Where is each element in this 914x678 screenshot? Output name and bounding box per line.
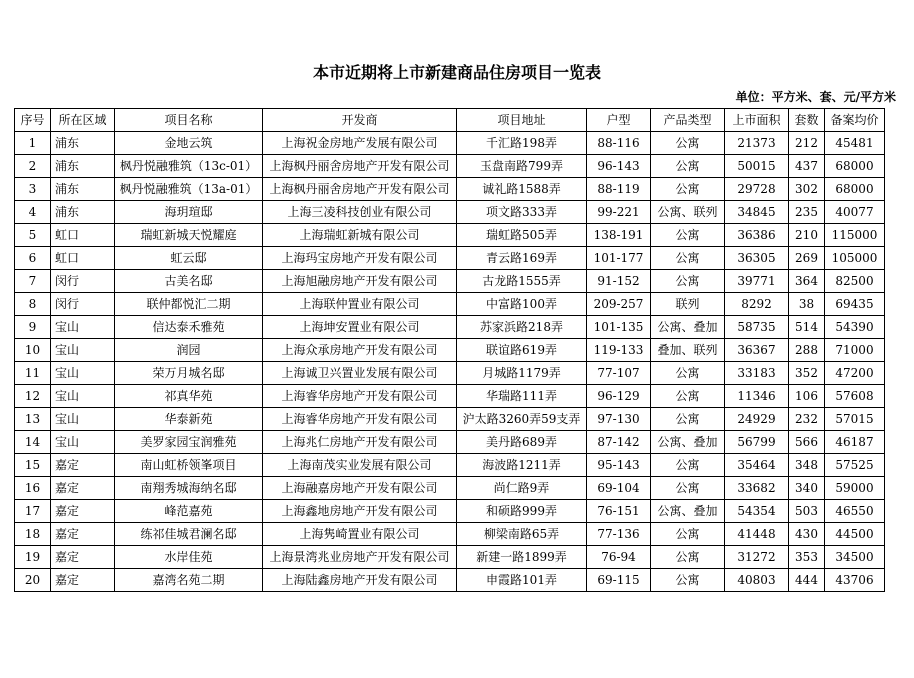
col-area-cell: 39771	[725, 270, 789, 293]
col-address-cell: 新建一路1899弄	[457, 546, 587, 569]
col-price-cell: 71000	[825, 339, 885, 362]
col-price-cell: 46187	[825, 431, 885, 454]
col-project-name-cell: 华泰新苑	[115, 408, 263, 431]
col-developer-cell: 上海鑫地房地产开发有限公司	[263, 500, 457, 523]
col-product-type-cell: 公寓	[651, 247, 725, 270]
col-project-name-cell: 枫丹悦融雅筑（13c-01）	[115, 155, 263, 178]
col-developer-cell: 上海隽崎置业有限公司	[263, 523, 457, 546]
col-district-cell: 闵行	[51, 270, 115, 293]
col-seq-cell: 11	[15, 362, 51, 385]
col-address-cell: 海波路1211弄	[457, 454, 587, 477]
col-developer-cell: 上海枫丹丽舍房地产开发有限公司	[263, 178, 457, 201]
col-district-cell: 宝山	[51, 316, 115, 339]
col-product-type-cell: 公寓	[651, 178, 725, 201]
col-developer-cell: 上海祝金房地产发展有限公司	[263, 132, 457, 155]
col-units-cell: 302	[789, 178, 825, 201]
col-address-cell: 瑞虹路505弄	[457, 224, 587, 247]
col-area-cell: 33183	[725, 362, 789, 385]
col-price-cell: 54390	[825, 316, 885, 339]
col-district-cell: 宝山	[51, 362, 115, 385]
col-seq-cell: 14	[15, 431, 51, 454]
col-product-type-cell: 公寓	[651, 569, 725, 592]
col-project-name-cell: 峰范嘉苑	[115, 500, 263, 523]
col-units-cell: 566	[789, 431, 825, 454]
table-row	[15, 293, 885, 316]
col-units-cell: 269	[789, 247, 825, 270]
col-area-header: 上市面积	[725, 109, 789, 132]
col-address-header: 项目地址	[457, 109, 587, 132]
col-price-cell: 45481	[825, 132, 885, 155]
col-unit-type-cell: 77-107	[587, 362, 651, 385]
page-title: 本市近期将上市新建商品住房项目一览表	[312, 63, 601, 82]
col-project-name-cell: 南山虹桥领峯项目	[115, 454, 263, 477]
col-units-cell: 210	[789, 224, 825, 247]
table-row	[15, 132, 885, 155]
col-seq-cell: 18	[15, 523, 51, 546]
col-district-header: 所在区域	[51, 109, 115, 132]
col-unit-type-cell: 77-136	[587, 523, 651, 546]
table-row	[15, 270, 885, 293]
col-seq-cell: 1	[15, 132, 51, 155]
col-project-name-cell: 海玥瑄邸	[115, 201, 263, 224]
col-units-cell: 352	[789, 362, 825, 385]
col-product-type-cell: 公寓	[651, 454, 725, 477]
col-project-name-cell: 联仲都悦汇二期	[115, 293, 263, 316]
col-price-cell: 40077	[825, 201, 885, 224]
col-product-type-cell: 公寓	[651, 523, 725, 546]
col-address-cell: 尚仁路9弄	[457, 477, 587, 500]
col-developer-cell: 上海玛宝房地产开发有限公司	[263, 247, 457, 270]
table-row	[15, 316, 885, 339]
col-developer-cell: 上海景湾兆业房地产开发有限公司	[263, 546, 457, 569]
col-seq-cell: 5	[15, 224, 51, 247]
col-project-name-cell: 祁真华苑	[115, 385, 263, 408]
col-area-cell: 58735	[725, 316, 789, 339]
col-price-cell: 34500	[825, 546, 885, 569]
col-unit-type-cell: 96-143	[587, 155, 651, 178]
col-address-cell: 项文路333弄	[457, 201, 587, 224]
col-product-type-cell: 公寓	[651, 408, 725, 431]
col-seq-cell: 7	[15, 270, 51, 293]
table-row	[15, 454, 885, 477]
col-price-cell: 115000	[825, 224, 885, 247]
col-seq-cell: 19	[15, 546, 51, 569]
col-address-cell: 青云路169弄	[457, 247, 587, 270]
col-district-cell: 虹口	[51, 224, 115, 247]
col-units-cell: 340	[789, 477, 825, 500]
table-row	[15, 224, 885, 247]
col-area-cell: 31272	[725, 546, 789, 569]
col-unit-type-cell: 76-94	[587, 546, 651, 569]
col-district-cell: 宝山	[51, 385, 115, 408]
col-developer-cell: 上海融嘉房地产开发有限公司	[263, 477, 457, 500]
col-units-cell: 364	[789, 270, 825, 293]
table-row	[15, 385, 885, 408]
col-address-cell: 千汇路198弄	[457, 132, 587, 155]
col-unit-type-cell: 209-257	[587, 293, 651, 316]
col-area-cell: 36367	[725, 339, 789, 362]
col-product-type-cell: 公寓	[651, 546, 725, 569]
col-developer-cell: 上海旭融房地产开发有限公司	[263, 270, 457, 293]
col-price-cell: 82500	[825, 270, 885, 293]
col-district-cell: 浦东	[51, 155, 115, 178]
col-seq-cell: 17	[15, 500, 51, 523]
col-product-type-cell: 公寓	[651, 270, 725, 293]
col-price-cell: 105000	[825, 247, 885, 270]
col-area-cell: 11346	[725, 385, 789, 408]
col-developer-cell: 上海诚卫兴置业发展有限公司	[263, 362, 457, 385]
col-unit-type-cell: 88-119	[587, 178, 651, 201]
table-row	[15, 523, 885, 546]
col-district-cell: 虹口	[51, 247, 115, 270]
col-seq-cell: 15	[15, 454, 51, 477]
col-unit-type-cell: 91-152	[587, 270, 651, 293]
col-unit-type-cell: 119-133	[587, 339, 651, 362]
col-product-type-cell: 公寓	[651, 385, 725, 408]
col-seq-cell: 16	[15, 477, 51, 500]
col-seq-cell: 9	[15, 316, 51, 339]
col-product-type-cell: 公寓	[651, 477, 725, 500]
col-seq-cell: 6	[15, 247, 51, 270]
col-district-cell: 嘉定	[51, 454, 115, 477]
col-product-type-cell: 公寓	[651, 224, 725, 247]
col-units-cell: 437	[789, 155, 825, 178]
col-developer-header: 开发商	[263, 109, 457, 132]
col-developer-cell: 上海众承房地产开发有限公司	[263, 339, 457, 362]
col-seq-cell: 20	[15, 569, 51, 592]
col-units-header: 套数	[789, 109, 825, 132]
col-product-type-cell: 公寓	[651, 155, 725, 178]
col-address-cell: 苏家浜路218弄	[457, 316, 587, 339]
table-row	[15, 339, 885, 362]
col-price-cell: 68000	[825, 155, 885, 178]
col-price-cell: 44500	[825, 523, 885, 546]
col-unit-type-cell: 96-129	[587, 385, 651, 408]
col-units-cell: 353	[789, 546, 825, 569]
col-product-type-cell: 公寓、叠加	[651, 500, 725, 523]
col-area-cell: 41448	[725, 523, 789, 546]
col-units-cell: 348	[789, 454, 825, 477]
col-area-cell: 56799	[725, 431, 789, 454]
col-seq-cell: 13	[15, 408, 51, 431]
col-area-cell: 29728	[725, 178, 789, 201]
col-address-cell: 华瑞路111弄	[457, 385, 587, 408]
col-units-cell: 235	[789, 201, 825, 224]
col-units-cell: 232	[789, 408, 825, 431]
table-row	[15, 546, 885, 569]
col-area-cell: 33682	[725, 477, 789, 500]
col-unit-type-cell: 76-151	[587, 500, 651, 523]
col-seq-cell: 2	[15, 155, 51, 178]
col-price-cell: 57525	[825, 454, 885, 477]
col-units-cell: 212	[789, 132, 825, 155]
col-seq-header: 序号	[15, 109, 51, 132]
col-developer-cell: 上海睿华房地产开发有限公司	[263, 385, 457, 408]
col-price-cell: 57608	[825, 385, 885, 408]
col-units-cell: 503	[789, 500, 825, 523]
col-project-name-cell: 水岸佳苑	[115, 546, 263, 569]
col-address-cell: 古龙路1555弄	[457, 270, 587, 293]
col-developer-cell: 上海三凌科技创业有限公司	[263, 201, 457, 224]
table-row	[15, 362, 885, 385]
col-seq-cell: 10	[15, 339, 51, 362]
col-product-type-cell: 公寓、叠加	[651, 316, 725, 339]
table-row	[15, 247, 885, 270]
col-address-cell: 月城路1179弄	[457, 362, 587, 385]
col-developer-cell: 上海陆鑫房地产开发有限公司	[263, 569, 457, 592]
col-product-type-cell: 公寓、叠加	[651, 431, 725, 454]
col-district-cell: 宝山	[51, 431, 115, 454]
col-developer-cell: 上海枫丹丽舍房地产开发有限公司	[263, 155, 457, 178]
table-body	[15, 132, 885, 592]
col-project-name-cell: 荣万月城名邸	[115, 362, 263, 385]
col-project-name-cell: 美罗家园宝润雅苑	[115, 431, 263, 454]
col-unit-type-cell: 95-143	[587, 454, 651, 477]
col-district-cell: 闵行	[51, 293, 115, 316]
col-district-cell: 宝山	[51, 408, 115, 431]
col-address-cell: 诚礼路1588弄	[457, 178, 587, 201]
col-developer-cell: 上海坤安置业有限公司	[263, 316, 457, 339]
col-address-cell: 和硕路999弄	[457, 500, 587, 523]
col-area-cell: 36305	[725, 247, 789, 270]
col-price-cell: 68000	[825, 178, 885, 201]
col-project-name-cell: 金地云筑	[115, 132, 263, 155]
col-project-name-cell: 瑞虹新城天悦耀庭	[115, 224, 263, 247]
col-unit-type-cell: 99-221	[587, 201, 651, 224]
col-units-cell: 106	[789, 385, 825, 408]
col-area-cell: 34845	[725, 201, 789, 224]
col-area-cell: 36386	[725, 224, 789, 247]
unit-note: 单位：平方米、套、元/平方米	[735, 90, 896, 104]
col-seq-cell: 8	[15, 293, 51, 316]
col-address-cell: 申霞路101弄	[457, 569, 587, 592]
col-price-cell: 69435	[825, 293, 885, 316]
col-unit-type-header: 户型	[587, 109, 651, 132]
col-project-name-cell: 古美名邸	[115, 270, 263, 293]
col-unit-type-cell: 101-135	[587, 316, 651, 339]
col-developer-cell: 上海睿华房地产开发有限公司	[263, 408, 457, 431]
col-district-cell: 浦东	[51, 201, 115, 224]
col-address-cell: 美丹路689弄	[457, 431, 587, 454]
col-units-cell: 444	[789, 569, 825, 592]
col-district-cell: 嘉定	[51, 500, 115, 523]
col-product-type-cell: 叠加、联列	[651, 339, 725, 362]
col-address-cell: 中富路100弄	[457, 293, 587, 316]
col-project-name-cell: 南翔秀城海纳名邸	[115, 477, 263, 500]
table-row	[15, 155, 885, 178]
col-seq-cell: 3	[15, 178, 51, 201]
col-area-cell: 54354	[725, 500, 789, 523]
col-project-name-cell: 虹云邸	[115, 247, 263, 270]
col-unit-type-cell: 69-115	[587, 569, 651, 592]
col-unit-type-cell: 138-191	[587, 224, 651, 247]
col-district-cell: 浦东	[51, 178, 115, 201]
col-units-cell: 514	[789, 316, 825, 339]
table-row	[15, 477, 885, 500]
col-seq-cell: 12	[15, 385, 51, 408]
table-row	[15, 500, 885, 523]
table-row	[15, 431, 885, 454]
col-product-type-header: 产品类型	[651, 109, 725, 132]
table-row	[15, 408, 885, 431]
col-project-name-cell: 练祁佳城君澜名邸	[115, 523, 263, 546]
col-price-cell: 57015	[825, 408, 885, 431]
col-units-cell: 288	[789, 339, 825, 362]
col-area-cell: 8292	[725, 293, 789, 316]
col-area-cell: 40803	[725, 569, 789, 592]
col-unit-type-cell: 101-177	[587, 247, 651, 270]
col-price-cell: 47200	[825, 362, 885, 385]
col-seq-cell: 4	[15, 201, 51, 224]
table-row	[15, 569, 885, 592]
table-row	[15, 178, 885, 201]
col-area-cell: 50015	[725, 155, 789, 178]
col-address-cell: 柳梁南路65弄	[457, 523, 587, 546]
col-unit-type-cell: 88-116	[587, 132, 651, 155]
col-district-cell: 嘉定	[51, 569, 115, 592]
col-project-name-cell: 润园	[115, 339, 263, 362]
col-address-cell: 联谊路619弄	[457, 339, 587, 362]
col-unit-type-cell: 87-142	[587, 431, 651, 454]
col-project-name-header: 项目名称	[115, 109, 263, 132]
col-price-cell: 43706	[825, 569, 885, 592]
table-row	[15, 201, 885, 224]
col-project-name-cell: 枫丹悦融雅筑（13a-01）	[115, 178, 263, 201]
col-unit-type-cell: 97-130	[587, 408, 651, 431]
col-district-cell: 嘉定	[51, 477, 115, 500]
col-price-cell: 59000	[825, 477, 885, 500]
col-product-type-cell: 联列	[651, 293, 725, 316]
col-project-name-cell: 信达泰禾雅苑	[115, 316, 263, 339]
col-area-cell: 24929	[725, 408, 789, 431]
col-developer-cell: 上海南茂实业发展有限公司	[263, 454, 457, 477]
col-price-header: 备案均价	[825, 109, 885, 132]
col-address-cell: 玉盘南路799弄	[457, 155, 587, 178]
col-district-cell: 浦东	[51, 132, 115, 155]
col-project-name-cell: 嘉湾名苑二期	[115, 569, 263, 592]
col-developer-cell: 上海瑞虹新城有限公司	[263, 224, 457, 247]
col-unit-type-cell: 69-104	[587, 477, 651, 500]
col-developer-cell: 上海兆仁房地产开发有限公司	[263, 431, 457, 454]
col-area-cell: 21373	[725, 132, 789, 155]
col-units-cell: 38	[789, 293, 825, 316]
col-price-cell: 46550	[825, 500, 885, 523]
col-developer-cell: 上海联仲置业有限公司	[263, 293, 457, 316]
col-product-type-cell: 公寓、联列	[651, 201, 725, 224]
col-district-cell: 宝山	[51, 339, 115, 362]
col-units-cell: 430	[789, 523, 825, 546]
col-address-cell: 沪太路3260弄59支弄	[457, 408, 587, 431]
col-product-type-cell: 公寓	[651, 362, 725, 385]
col-district-cell: 嘉定	[51, 523, 115, 546]
project-table	[14, 108, 885, 592]
col-area-cell: 35464	[725, 454, 789, 477]
col-district-cell: 嘉定	[51, 546, 115, 569]
table-header-row	[15, 109, 885, 132]
col-product-type-cell: 公寓	[651, 132, 725, 155]
